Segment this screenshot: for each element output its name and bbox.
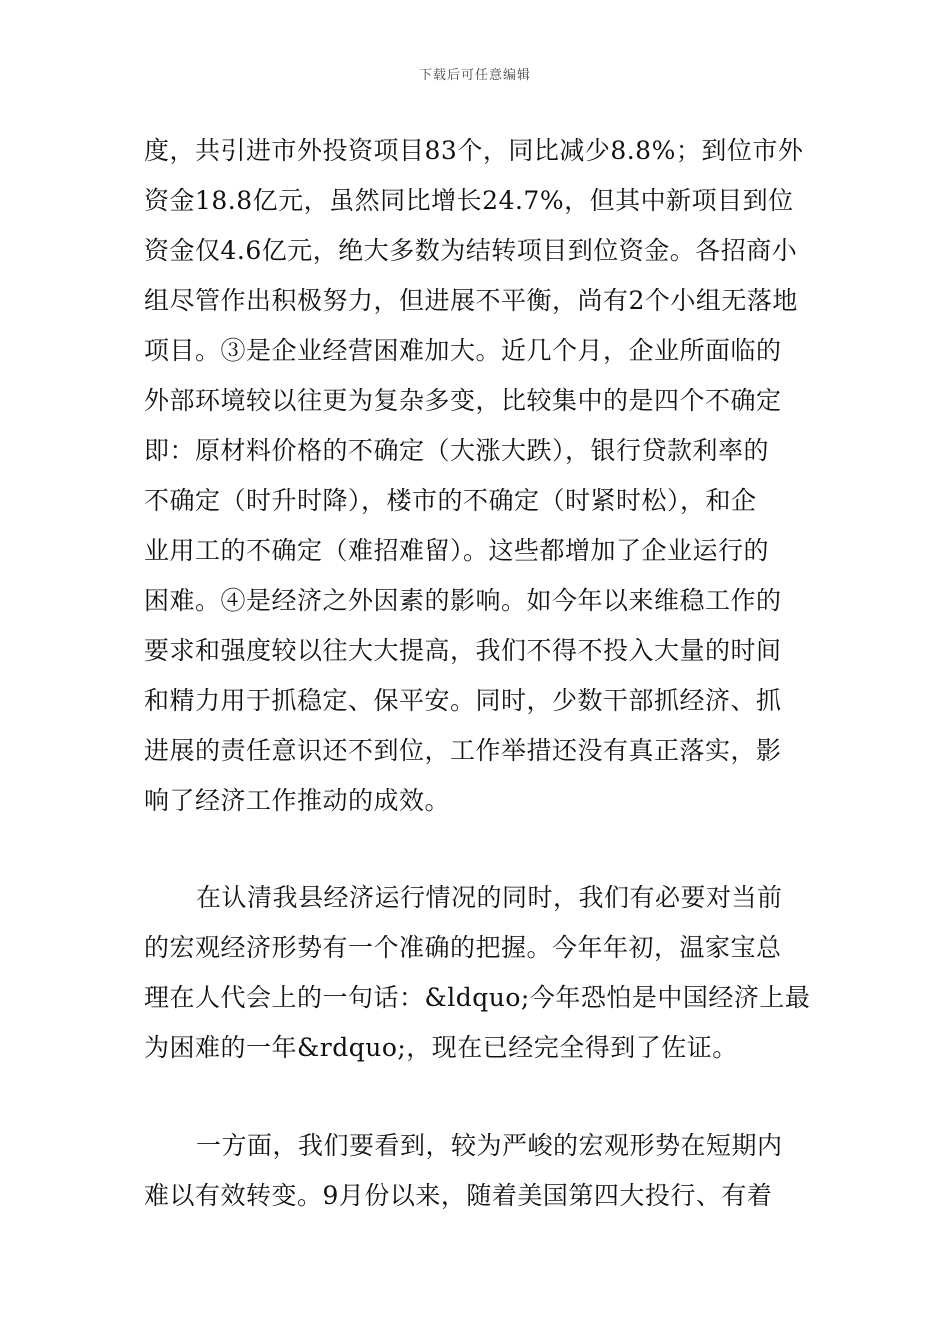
paragraph-1-line-2: 资金18.8亿元，虽然同比增长24.7%，但其中新项目到位 bbox=[144, 186, 794, 215]
paragraph-1-line-4: 组尽管作出积极努力，但进展不平衡，尚有2个小组无落地 bbox=[144, 286, 798, 315]
paragraph-1-line-6: 外部环境较以往更为复杂多变，比较集中的是四个不确定 bbox=[144, 386, 782, 415]
paragraph-3-line-2: 难以有效转变。9月份以来，随着美国第四大投行、有着 bbox=[144, 1181, 773, 1210]
paragraph-2-line-3: 理在人代会上的一句话：&ldquo;今年恐怕是中国经济上最 bbox=[144, 983, 811, 1012]
paragraph-1-line-8: 不确定（时升时降），楼市的不确定（时紧时松），和企 bbox=[144, 486, 757, 515]
page-header: 下载后可任意编辑 bbox=[418, 68, 531, 83]
paragraph-1-line-11: 要求和强度较以往大大提高，我们不得不投入大量的时间 bbox=[144, 636, 782, 665]
paragraph-1-line-3: 资金仅4.6亿元，绝大多数为结转项目到位资金。各招商小 bbox=[144, 236, 798, 265]
paragraph-1-line-13: 进展的责任意识还不到位，工作举措还没有真正落实，影 bbox=[144, 736, 782, 765]
paragraph-1-line-5: 项目。③是企业经营困难加大。近几个月，企业所面临的 bbox=[144, 336, 782, 365]
paragraph-2-line-1: 在认清我县经济运行情况的同时，我们有必要对当前 bbox=[196, 883, 783, 912]
paragraph-2-line-2: 的宏观经济形势有一个准确的把握。今年年初，温家宝总 bbox=[144, 933, 782, 962]
paragraph-1-line-10: 困难。④是经济之外因素的影响。如今年以来维稳工作的 bbox=[144, 586, 782, 615]
paragraph-3-line-1: 一方面，我们要看到，较为严峻的宏观形势在短期内 bbox=[196, 1131, 783, 1160]
paragraph-1-line-9: 业用工的不确定（难招难留）。这些都增加了企业运行的 bbox=[144, 536, 770, 565]
paragraph-1-line-14: 响了经济工作推动的成效。 bbox=[144, 786, 451, 815]
paragraph-1-line-12: 和精力用于抓稳定、保平安。同时，少数干部抓经济、抓 bbox=[144, 686, 782, 715]
paragraph-2-line-4: 为困难的一年&rdquo;，现在已经完全得到了佐证。 bbox=[144, 1033, 738, 1062]
paragraph-1-line-7: 即：原材料价格的不确定（大涨大跌），银行贷款利率的 bbox=[144, 436, 770, 465]
paragraph-1-line-1: 度，共引进市外投资项目83个，同比减少8.8%；到位市外 bbox=[144, 136, 804, 165]
